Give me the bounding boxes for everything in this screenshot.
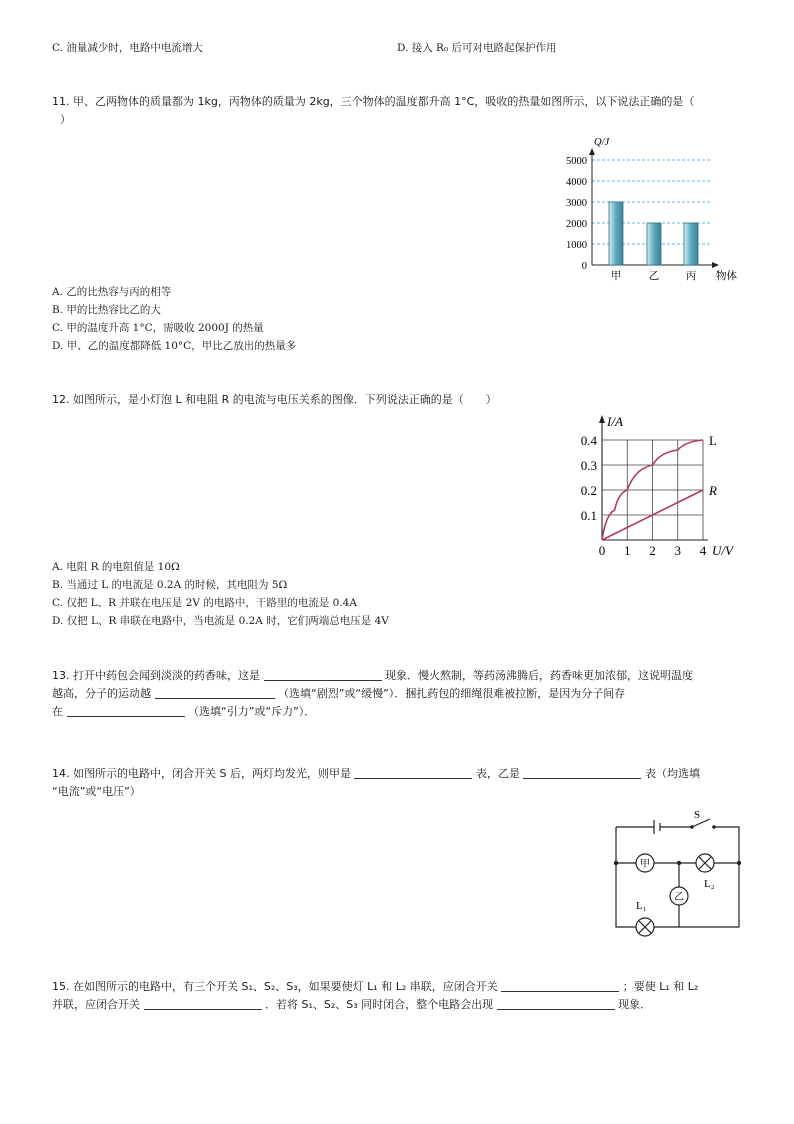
x-axis-label: U/V bbox=[712, 543, 733, 558]
q13-blank-1[interactable] bbox=[264, 668, 382, 681]
q15-line2 bbox=[52, 996, 651, 1014]
q13-text-1a: 13. 打开中药包会闻到淡淡的药香味，这是 bbox=[52, 669, 260, 682]
x-tick-label: 1 bbox=[624, 543, 631, 558]
switch-label: S bbox=[694, 809, 701, 821]
q15-text-1a: 15. 在如图所示的电路中，有三个开关 S₁、S₂、S₃，如果要使灯 L₁ 和 L₂ 串联，应闭合开关 bbox=[52, 980, 498, 993]
y-axis-label: I/A bbox=[607, 414, 623, 429]
y-axis-arrow bbox=[589, 148, 595, 155]
q12-line-chart bbox=[572, 410, 752, 562]
q13-text-3b: （选填“引力”或“斥力”）． bbox=[188, 705, 316, 718]
q12-option-d: D. 仅把 L、R 串联在电路中，当电流是 0.2A 时，它们两端总电压是 4V bbox=[52, 615, 389, 627]
q12-option-a: A. 电阻 R 的电阻值是 10Ω bbox=[52, 561, 180, 573]
lamp-l1-label: L₁ bbox=[636, 900, 647, 912]
q11-option-c: C. 甲的温度升高 1°C，需吸收 2000J 的热量 bbox=[52, 322, 264, 334]
q14-blank-2[interactable] bbox=[523, 766, 641, 779]
x-tick-label: 甲 bbox=[610, 271, 622, 282]
y-tick-label: 2000 bbox=[566, 219, 587, 230]
q15-blank-1[interactable] bbox=[501, 979, 619, 992]
option-c-prev: C. 油量减少时，电路中电流增大 bbox=[52, 42, 203, 54]
y-tick-label: 0.4 bbox=[580, 433, 597, 448]
q13-text-2b: （选填“剧烈”或“缓慢”）．捆扎药包的细绳很难被拉断，是因为分子间存 bbox=[278, 687, 626, 700]
q15-line1 bbox=[52, 978, 698, 996]
q13-line2 bbox=[52, 685, 625, 703]
y-tick-label: 5000 bbox=[566, 156, 587, 167]
x-tick-label: 3 bbox=[674, 543, 681, 558]
x-tick-label: 0 bbox=[598, 543, 606, 558]
q12-option-b: B. 当通过 L 的电流是 0.2A 的时候，其电阻为 5Ω bbox=[52, 579, 288, 591]
junction-dot-mid bbox=[677, 861, 681, 865]
q13-blank-3[interactable] bbox=[67, 704, 185, 717]
q11-option-a: A. 乙的比热容与丙的相等 bbox=[52, 286, 172, 298]
q15-text-1b: ；要使 L₁ 和 L₂ bbox=[622, 980, 699, 993]
x-tick-label: 4 bbox=[699, 543, 707, 558]
y-tick-label: 0.2 bbox=[580, 483, 597, 498]
x-axis-label: 物体 bbox=[716, 271, 737, 282]
x-tick-label: 丙 bbox=[685, 271, 697, 282]
y-tick-label: 4000 bbox=[566, 177, 587, 188]
q13-line3 bbox=[52, 703, 315, 721]
switch-pivot bbox=[690, 825, 694, 829]
q15-text-2b: ．若将 S₁、S₂、S₃ 同时闭合，整个电路会出现 bbox=[265, 998, 494, 1011]
q11-stem-text: 11. 甲、乙两物体的质量都为 1kg，丙物体的质量为 2kg，三个物体的温度都升高 1°C，吸收的热量如图所示，以下说法正确的是（ bbox=[52, 95, 695, 108]
meter-yi bbox=[670, 887, 688, 905]
x-tick-label: 乙 bbox=[648, 271, 660, 282]
q15-text-2a: 并联，应闭合开关 bbox=[52, 998, 140, 1011]
q14-text-1a: 14. 如图所示的电路中，闭合开关 S 后，两灯均发光，则甲是 bbox=[52, 767, 351, 780]
y-axis-label: Q/J bbox=[594, 137, 610, 148]
q13-text-1b: 现象．慢火熬制，等药汤沸腾后，药香味更加浓郁，这说明温度 bbox=[385, 669, 693, 682]
q14-text-1b: 表，乙是 bbox=[475, 767, 520, 780]
q14-circuit-diagram bbox=[606, 805, 746, 940]
q11-option-d: D. 甲、乙的温度都降低 10°C，甲比乙放出的热量多 bbox=[52, 340, 297, 352]
x-axis-arrow bbox=[712, 262, 719, 268]
q13-line1 bbox=[52, 667, 693, 685]
q11-option-b: B. 甲的比热容比乙的大 bbox=[52, 304, 161, 316]
q11-stem-end: ） bbox=[60, 113, 71, 126]
lamp-l2 bbox=[696, 854, 714, 872]
meter-jia-label: 甲 bbox=[640, 859, 650, 870]
lamp-l1 bbox=[636, 918, 654, 936]
bar bbox=[647, 223, 661, 265]
lamp-l2-label: L₂ bbox=[704, 878, 715, 890]
y-tick-label: 0 bbox=[581, 261, 587, 272]
y-tick-label: 0.1 bbox=[580, 508, 597, 523]
q14-line1 bbox=[52, 765, 700, 783]
meter-yi-label: 乙 bbox=[674, 892, 684, 903]
q14-text-1c: 表（均选填 bbox=[644, 767, 700, 780]
y-tick-label: 1000 bbox=[566, 240, 587, 251]
junction-dot-left bbox=[614, 861, 618, 865]
x-tick-label: 2 bbox=[649, 543, 656, 558]
q15-text-2c: 现象． bbox=[618, 998, 652, 1011]
q11-stem bbox=[52, 93, 752, 111]
option-d-prev: D. 接入 R₀ 后可对电路起保护作用 bbox=[397, 42, 557, 54]
series-label-l: L bbox=[709, 433, 717, 448]
q14-blank-1[interactable] bbox=[354, 766, 472, 779]
junction-dot-right bbox=[737, 861, 741, 865]
bar bbox=[684, 223, 698, 265]
y-tick-label: 3000 bbox=[566, 198, 587, 209]
q15-blank-3[interactable] bbox=[497, 997, 615, 1010]
q12-stem: 12. 如图所示，是小灯泡 L 和电阻 R 的电流与电压关系的图像．下列说法正确的是（ ） bbox=[52, 393, 497, 406]
y-axis-arrow bbox=[599, 415, 605, 423]
switch-contact bbox=[712, 825, 716, 829]
bar bbox=[609, 202, 623, 265]
q13-text-2a: 越高，分子的运动越 bbox=[52, 687, 151, 700]
q11-bar-chart bbox=[555, 135, 755, 285]
series-label-r: R bbox=[709, 483, 717, 498]
q12-option-c: C. 仅把 L、R 并联在电压是 2V 的电路中，干路里的电流是 0.4A bbox=[52, 597, 357, 609]
q13-blank-2[interactable] bbox=[155, 686, 275, 699]
meter-jia bbox=[636, 854, 654, 872]
y-tick-label: 0.3 bbox=[580, 458, 597, 473]
q14-line2: “电流”或“电压”） bbox=[52, 785, 141, 798]
q13-text-3a: 在 bbox=[52, 705, 63, 718]
q15-blank-2[interactable] bbox=[144, 997, 262, 1010]
